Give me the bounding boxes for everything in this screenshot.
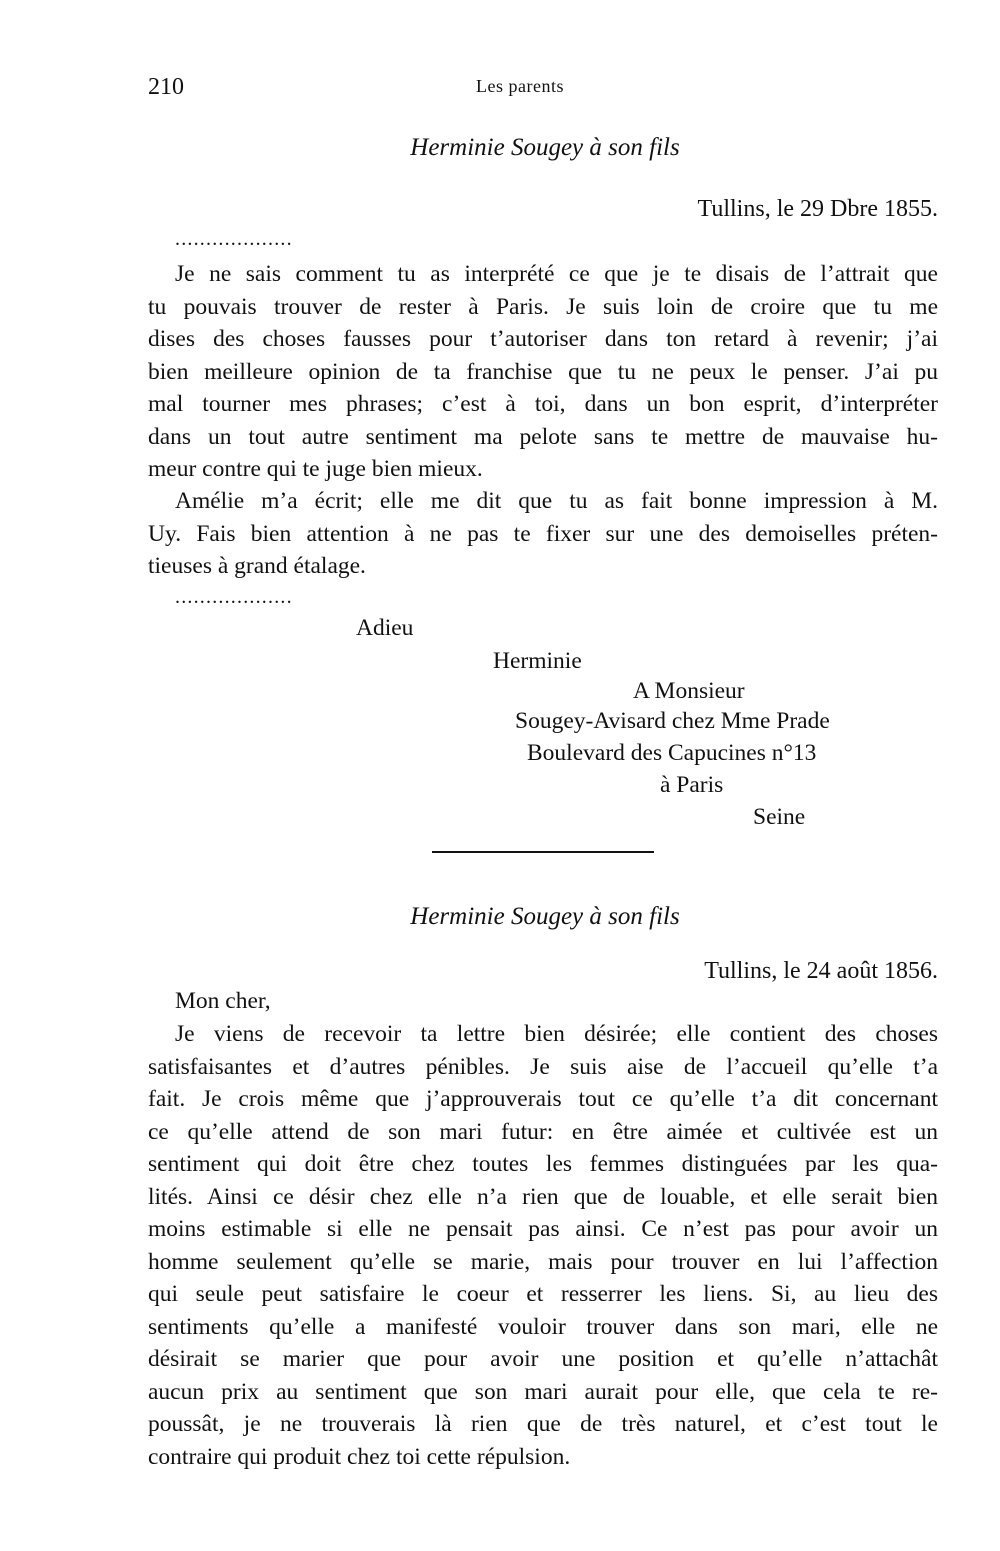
text-line: désirait se marier que pour avoir une position et qu’elle n’attachât (148, 1346, 938, 1372)
text-line: moins estimable si elle ne pensait pas ainsi. Ce n’est pas pour avoir un (148, 1216, 938, 1242)
text-line: tu pouvais trouver de rester à Paris. Je suis loin de croire que tu me (148, 293, 938, 320)
address-line: Sougey-Avisard chez Mme Prade (515, 708, 830, 734)
page-number: 210 (148, 74, 184, 100)
letter2-paragraph-1 (148, 1018, 938, 1473)
text-line: qui seule peut satisfaire le coeur et resserrer les liens. Si, au lieu des (148, 1281, 938, 1307)
text-line: Uy. Fais bien attention à ne pas te fixer sur une des demoiselles préten- (148, 520, 938, 547)
text-line: Je ne sais comment tu as interprété ce que je te disais de l’attrait que (175, 261, 938, 287)
text-line: Amélie m’a écrit; elle me dit que tu as fait bonne impression à M. (175, 488, 938, 514)
signature: Herminie (493, 648, 582, 674)
address-line: A Monsieur (633, 678, 745, 704)
text-line: mal tourner mes phrases; c’est à toi, dans un bon esprit, d’interpréter (148, 391, 938, 417)
text-line: ce qu’elle attend de son mari futur: en être aimée et cultivée est un (148, 1118, 938, 1145)
letter2-title: Herminie Sougey à son fils (410, 903, 680, 930)
text-line: tieuses à grand étalage. (148, 553, 366, 579)
text-line: homme seulement qu’elle se marie, mais pour trouver en lui l’affection (148, 1248, 938, 1275)
text-line: satisfaisantes et d’autres pénibles. Je suis aise de l’accueil qu’elle t’a (148, 1053, 938, 1080)
address-line: à Paris (660, 772, 724, 798)
text-line: sentiment qui doit être chez toutes les femmes distinguées par les qua- (148, 1151, 938, 1177)
letter1-title: Herminie Sougey à son fils (410, 134, 680, 161)
letter1-paragraph-2 (148, 485, 938, 583)
text-line: aucun prix au sentiment que son mari aurait pour elle, que cela te re- (148, 1378, 938, 1405)
text-line: meur contre qui te juge bien mieux. (148, 456, 483, 482)
address-line: Seine (753, 804, 806, 830)
closing: Adieu (356, 615, 414, 641)
text-line: Je viens de recevoir ta lettre bien désirée; elle contient des choses (175, 1021, 938, 1047)
text-line: poussât, je ne trouverais là rien que de très naturel, et c’est tout le (148, 1411, 938, 1437)
text-line: fait. Je crois même que j’approuverais tout ce qu’elle t’a dit concernant (148, 1086, 938, 1112)
letter1-dateline: Tullins, le 29 Dbre 1855. (697, 196, 938, 222)
text-line: dises des choses fausses pour t’autoriser dans ton retard à revenir; j’ai (148, 326, 938, 352)
letter1-ellipsis-bottom: ................... (175, 586, 293, 608)
text-line: lités. Ainsi ce désir chez elle n’a rien que de louable, et elle serait bien (148, 1183, 938, 1210)
letter2-dateline: Tullins, le 24 août 1856. (704, 958, 938, 984)
letter1-ellipsis-top: ................... (175, 228, 293, 250)
text-line: contraire qui produit chez toi cette répulsion. (148, 1443, 571, 1470)
letter1-paragraph-1 (148, 258, 938, 486)
section-divider (432, 851, 654, 853)
running-head: Les parents (476, 76, 564, 96)
text-line: sentiments qu’elle a manifesté vouloir trouver dans son mari, elle ne (148, 1313, 938, 1340)
text-line: bien meilleure opinion de ta franchise que tu ne peux le penser. J’ai pu (148, 358, 938, 385)
address-line: Boulevard des Capucines n°13 (527, 740, 817, 766)
text-line: dans un tout autre sentiment ma pelote sans te mettre de mauvaise hu- (148, 423, 938, 450)
salutation: Mon cher, (175, 988, 271, 1014)
